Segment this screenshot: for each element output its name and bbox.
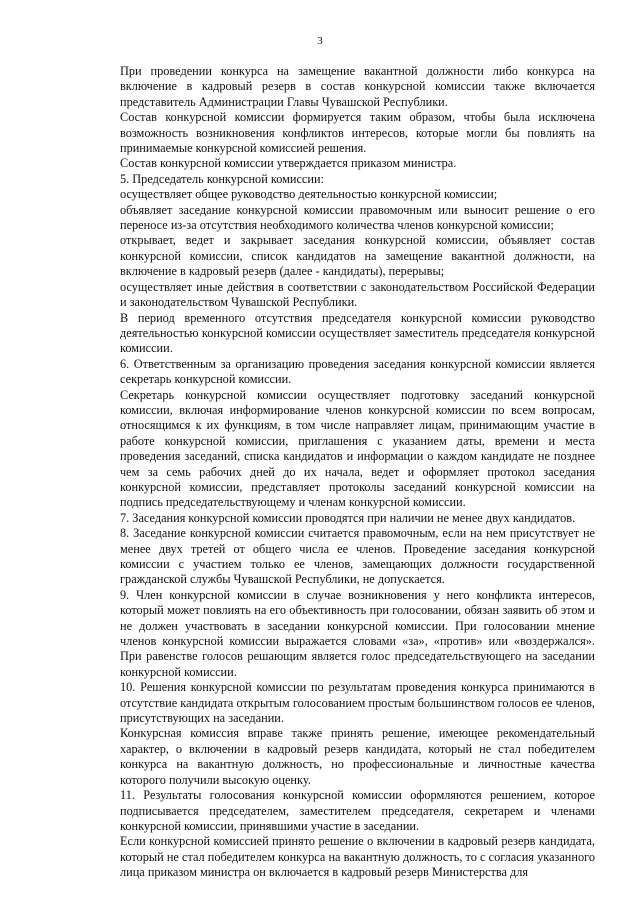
paragraph: 5. Председатель конкурсной комиссии:	[120, 171, 324, 186]
page-number: 3	[317, 35, 323, 47]
paragraph: Состав конкурсной комиссии утверждается приказом министра.	[120, 156, 457, 171]
paragraph: 7. Заседания конкурсной комиссии проводятся при наличии не менее двух кандидатов.	[120, 510, 576, 525]
paragraph: При проведении конкурса на замещение вакантной должности либо конкурса на включение в кадровый резерв в состав конкурсной комиссии также включается представитель Администрации Главы Чувашской Республики.	[120, 64, 595, 109]
paragraph: объявляет заседание конкурсной комиссии правомочным или выносит решение о его переносе из-за отсутствия необходимого количества членов конкурсной комиссии;	[120, 202, 595, 233]
paragraph: осуществляет иные действия в соответствии с законодательством Российской Федерации и законодательством Чувашской Республики.	[120, 279, 595, 310]
paragraph: Секретарь конкурсной комиссии осуществляет подготовку заседаний конкурсной комиссии, включая информирование членов конкурсной комиссии по всем вопросам, относящимся к их функциям, в том числе направляет лицам, принимающим участие в работе конкурсной комиссии, приглашения с указанием даты, времени и места проведения заседаний, списка кандидатов и информации о каждом кандидате не позднее чем за семь рабочих дней до их начала, ведет и оформляет протокол заседания конкурсной комиссии, представляет протоколы заседаний конкурсной комиссии на подпись председательствующему и членам конкурсной комиссии.	[120, 387, 595, 510]
paragraph: 6. Ответственным за организацию проведения заседания конкурсной комиссии является секретарь конкурсной комиссии.	[120, 356, 595, 387]
document-body	[120, 64, 595, 881]
paragraph: 9. Член конкурсной комиссии в случае возникновения у него конфликта интересов, который может повлиять на его объективность при голосовании, обязан заявить об этом и не должен участвовать в заседании конкурсной комиссии. При голосовании мнение членов конкурсной комиссии выражается словами «за», «против» или «воздержался». При равенстве голосов решающим является голос председательствующего на заседании конкурсной комиссии.	[120, 587, 595, 679]
paragraph: Если конкурсной комиссией принято решение о включении в кадровый резерв кандидата, который не стал победителем конкурса на вакантную должность, то с согласия указанного лица приказом министра он включается в кадровый резерв Министерства для	[120, 834, 595, 880]
paragraph: 11. Результаты голосования конкурсной комиссии оформляются решением, которое подписывается председателем, заместителем председателя, секретарем и членами конкурсной комиссии, принявшими участие в заседании.	[120, 788, 595, 833]
paragraph: 10. Решения конкурсной комиссии по результатам проведения конкурса принимаются в отсутствие кандидата открытым голосованием простым большинством голосов ее членов, присутствующих на заседании.	[120, 680, 595, 726]
paragraph: осуществляет общее руководство деятельностью конкурсной комиссии;	[120, 187, 498, 202]
paragraph: Состав конкурсной комиссии формируется таким образом, чтобы была исключена возможность возникновения конфликтов интересов, которые могли бы повлиять на принимаемые конкурсной комиссией решения.	[120, 110, 595, 156]
paragraph: 8. Заседание конкурсной комиссии считается правомочным, если на нем присутствует не менее двух третей от общего числа ее членов. Проведение заседания конкурсной комиссии с участием только ее членов, замещающих должности государственной гражданской службы Чувашской Республики, не допускается.	[120, 526, 595, 587]
paragraph: Конкурсная комиссия вправе также принять решение, имеющее рекомендательный характер, о включении в кадровый резерв кандидата, который не стал победителем конкурса на вакантную должность, но профессиональные и личностные качества которого получили высокую оценку.	[120, 726, 595, 787]
paragraph: открывает, ведет и закрывает заседания конкурсной комиссии, объявляет состав конкурсной комиссии, список кандидатов на замещение вакантной должности, на включение в кадровый резерв (далее - кандидаты), перерывы;	[120, 233, 595, 279]
paragraph: В период временного отсутствия председателя конкурсной комиссии руководство деятельностью конкурсной комиссии осуществляет заместитель председателя конкурсной комиссии.	[120, 310, 595, 356]
